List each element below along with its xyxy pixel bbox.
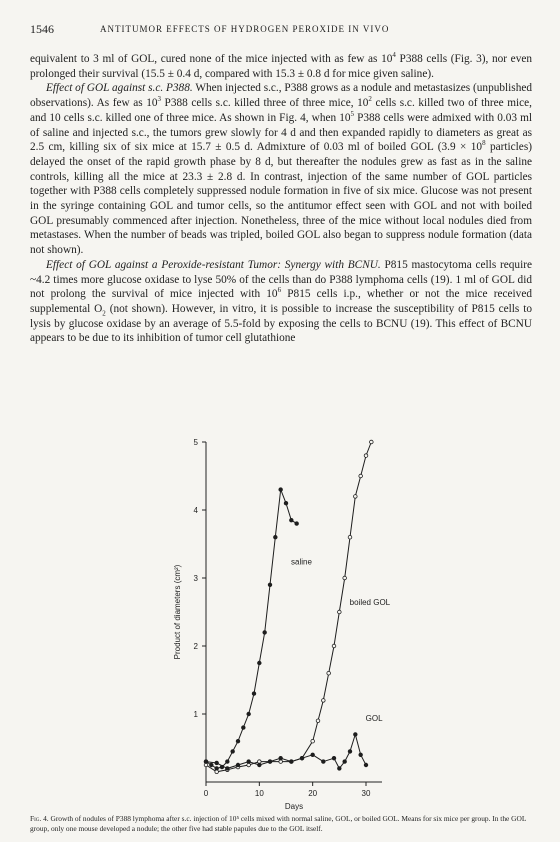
data-point-gol — [338, 767, 342, 771]
text-run: 8 — [482, 139, 486, 148]
data-point-saline — [226, 760, 230, 764]
text-run: P815 cells i.p., whether or not the mice received supplemental O — [30, 288, 532, 315]
text-run: 4 — [392, 51, 396, 60]
text-run: Effect of GOL against s.c. P388. — [46, 82, 193, 95]
data-point-gol — [343, 760, 347, 764]
data-point-gol — [258, 763, 262, 767]
text-run: P388 cells were admixed with 0.03 ml of saline and injected s.c., the tumors grew slowly for 4 d and then expanded rapidly to diameters as great as 2.5 cm, killing six of six mice at 15.7 ± 0.5 d. Admixture of 0.03 ml of boiled GOL (3.9 × 10 — [30, 111, 533, 154]
x-axis-label: Days — [284, 802, 304, 811]
text-run: When injected s.c., P388 grows as a nodule and metastasizes (unpublished observations). As few as 10 — [30, 82, 533, 110]
data-point-saline — [284, 501, 288, 505]
text-run: cells s.c. killed two of three mice, and 10 cells s.c. killed one of three mice. As shown in Fig. 4, when 10 — [30, 97, 532, 124]
data-point-boiled-gol — [327, 671, 331, 675]
data-point-saline — [263, 631, 267, 635]
x-tick-label: 10 — [254, 789, 264, 798]
data-point-saline — [252, 692, 256, 696]
data-point-saline — [247, 712, 251, 716]
data-point-saline — [258, 661, 262, 665]
text-run: P388 cells (Fig. 3), nor even prolonged their survival (15.5 ± 0.4 d, compared with 15.3 ± 0.8 d for mice given saline). — [30, 53, 533, 80]
paragraph — [30, 52, 532, 81]
text-run: equivalent to 3 ml of GOL, cured none of the mice injected with as few as 10 — [30, 53, 393, 65]
y-axis-label: Product of diameters (cm²) — [173, 564, 182, 660]
data-point-gol — [290, 760, 294, 764]
data-point-saline — [290, 518, 294, 522]
data-point-boiled-gol — [348, 535, 352, 539]
data-point-boiled-gol — [332, 644, 336, 648]
data-point-gol — [311, 753, 315, 757]
series-line-saline — [206, 490, 297, 769]
paragraph — [30, 258, 532, 346]
page-number: 1546 — [30, 22, 54, 36]
y-tick-label: 5 — [193, 438, 198, 447]
x-tick-label: 20 — [308, 789, 318, 798]
figure-caption — [30, 814, 532, 833]
data-point-gol — [247, 760, 251, 764]
data-point-gol — [332, 756, 336, 760]
data-point-saline — [274, 535, 278, 539]
annotation-saline: saline — [291, 557, 312, 567]
data-point-saline — [295, 522, 299, 526]
body-text — [30, 52, 532, 346]
data-point-saline — [279, 488, 283, 492]
data-point-gol — [279, 756, 283, 760]
data-point-gol — [268, 760, 272, 764]
data-point-gol — [204, 760, 208, 764]
data-point-gol — [364, 763, 368, 767]
text-run: 6 — [277, 286, 282, 295]
data-point-boiled-gol — [322, 699, 326, 703]
text-run: 2 — [368, 95, 372, 104]
data-point-gol — [354, 733, 358, 737]
page-header — [30, 22, 532, 38]
data-point-gol — [300, 756, 304, 760]
data-point-saline — [242, 726, 246, 730]
data-point-saline — [210, 763, 214, 767]
data-point-boiled-gol — [354, 495, 358, 499]
text-run: particles) delayed the onset of the rapid growth phase by 8 d, but thereafter the nodules grew as fast as in the saline controls, killing all the mice at 23.3 ± 2.8 d. In contrast, injection of the same number of GOL particles together with P388 cells completely suppressed nodule formation in five of six mice. Glucose was not present in the syringe containing GOL and tumor cells, so the antitumor effect seen with GOL and not with boiled GOL presumably commenced after injection. Nonetheless, three of the mice without local nodules died from metastases. When the number of beads was tripled, boiled GOL also began to suppress nodule formation (data not shown). — [30, 141, 532, 257]
data-point-boiled-gol — [370, 440, 374, 444]
text-run: 5 — [350, 110, 354, 119]
annotation-gol: GOL — [365, 713, 383, 723]
data-point-boiled-gol — [359, 474, 363, 478]
x-tick-label: 30 — [361, 789, 371, 798]
series-line-gol — [206, 734, 366, 768]
text-run: 3 — [157, 95, 161, 104]
text-run: 2 — [102, 309, 106, 318]
data-point-saline — [268, 583, 272, 587]
text-run: P388 cells s.c. killed three of three mice, 10 — [161, 97, 369, 110]
paragraph — [30, 81, 532, 257]
running-title: ANTITUMOR EFFECTS OF HYDROGEN PEROXIDE IN VIVO — [100, 24, 390, 34]
y-tick-label: 4 — [193, 506, 198, 515]
y-tick-label: 1 — [193, 710, 198, 719]
text-run: Effect of GOL against a Peroxide-resistant Tumor: Synergy with BCNU. — [46, 258, 381, 271]
y-tick-label: 2 — [193, 642, 198, 651]
data-point-boiled-gol — [316, 719, 320, 723]
data-point-boiled-gol — [343, 576, 347, 580]
x-tick-label: 0 — [203, 789, 209, 798]
series-line-boiled-gol — [206, 442, 371, 772]
data-point-boiled-gol — [215, 770, 219, 774]
text-run: (not shown). However, in vitro, it is possible to increase the susceptibility of P815 cells to lysis by glucose oxidase by an average of 5.5-fold by exposing the cells to BCNU (19). This effect of BCNU appears to be due to its inhibition of tumor cell glutathione — [30, 302, 533, 345]
data-point-gol — [322, 760, 326, 764]
caption-label: Fig. 4. — [30, 814, 49, 823]
data-point-gol — [359, 753, 363, 757]
data-point-boiled-gol — [338, 610, 342, 614]
y-tick-label: 3 — [193, 574, 198, 583]
data-point-boiled-gol — [364, 454, 368, 458]
caption-text: Growth of nodules of P388 lymphoma after s.c. injection of 10⁵ cells mixed with normal saline, GOL, or boiled GOL. Means for six mice per group. In the GOL group, only one mouse developed a nodule; the other five had stable papules due to the GOL itself. — [30, 814, 527, 833]
figure-4 — [166, 436, 406, 816]
data-point-saline — [231, 750, 235, 754]
data-point-boiled-gol — [311, 739, 315, 743]
growth-chart — [166, 436, 406, 816]
text-run: P815 mastocytoma cells require ~4.2 times more glucose oxidase to lyse 50% of the cells than do P388 lymphoma cells (19). 1 ml of GOL did not prolong the survival of mice injected with 10 — [30, 258, 532, 301]
data-point-saline — [236, 739, 240, 743]
data-point-gol — [236, 763, 240, 767]
data-point-gol — [215, 761, 219, 765]
annotation-boiled-gol: boiled GOL — [349, 598, 391, 608]
data-point-gol — [348, 750, 352, 754]
data-point-gol — [226, 767, 230, 771]
